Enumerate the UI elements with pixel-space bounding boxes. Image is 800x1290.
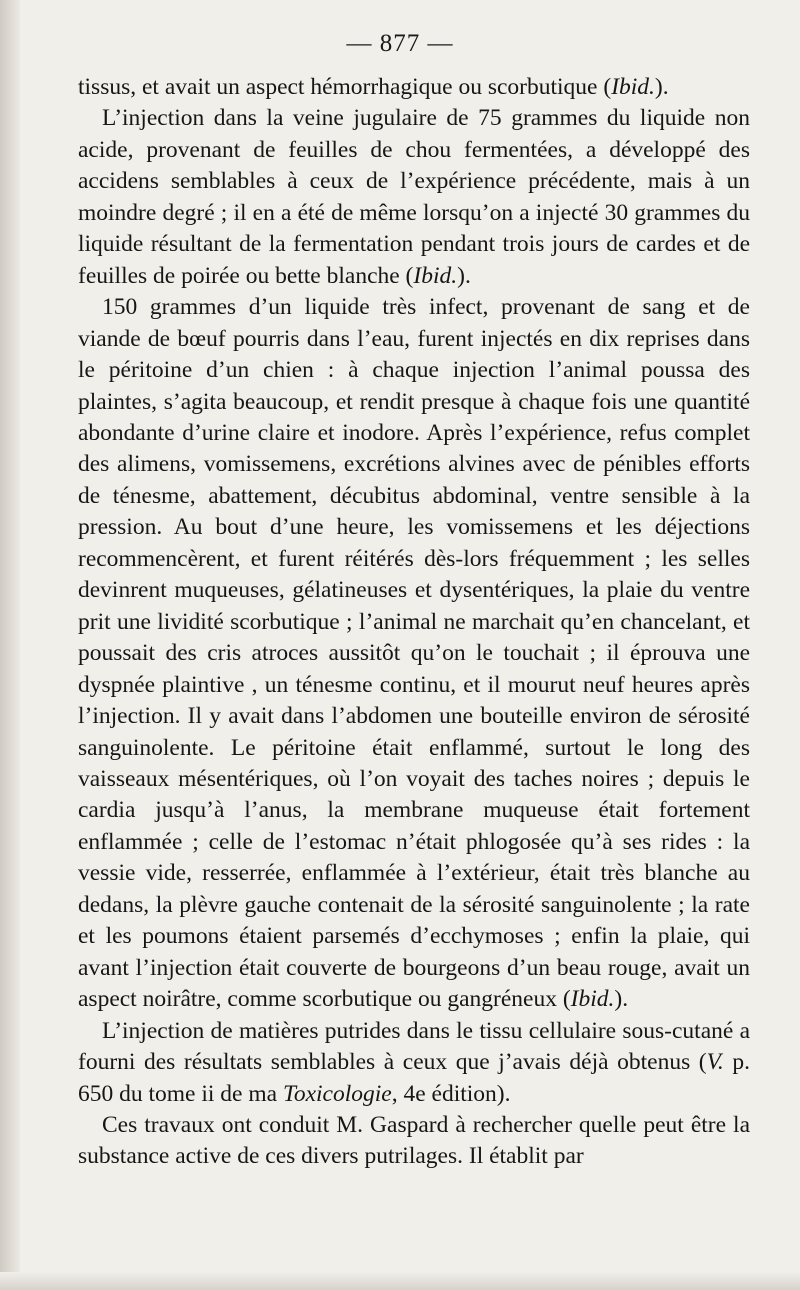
text-run: ).	[654, 74, 669, 100]
text-run: L’injection de matières putrides dans le tissu cellulaire sous-cutané a fourni des résultats semblables à ceux que j’avais déjà obtenus (	[78, 1017, 750, 1076]
page-bottom-shadow	[0, 1272, 800, 1290]
paragraph	[78, 103, 750, 292]
paragraph	[78, 1016, 750, 1110]
text-run: ).	[614, 986, 629, 1013]
text-run: Ces travaux ont conduit M. Gaspard à rechercher quelle peut être la substance active de ces divers putrilages. Il établit par	[78, 1111, 750, 1170]
paragraph	[78, 292, 750, 1015]
text-run: , 4e édition).	[391, 1080, 511, 1107]
text-run: ).	[457, 262, 471, 289]
page-gutter-shadow	[0, 0, 20, 1290]
page-number: — 877 —	[346, 30, 454, 57]
text-run: p. 650 du tome ii de ma	[78, 1049, 751, 1107]
italic-text: Ibid.	[611, 74, 655, 100]
italic-text: Ibid.	[413, 262, 458, 289]
paragraph	[78, 72, 750, 103]
italic-text: V.	[706, 1049, 724, 1076]
text-run: tissus, et avait un aspect hémorrhagique ou scorbutique (	[78, 74, 612, 100]
italic-text: Toxicologie	[282, 1080, 392, 1107]
italic-text: Ibid.	[570, 986, 615, 1013]
paragraph	[78, 1110, 750, 1173]
text-run: 150 grammes d’un liquide très infect, provenant de sang et de viande de bœuf pourris dans l’eau, furent injectés en dix reprises dans le péritoine d’un chien : à chaque injection l’animal poussa des plaintes, s’agita beaucoup, et rendit presque à chaque fois une quantité abondante d’urine claire et inodore. Après l’expérience, refus complet des alimens, vomissemens, excrétions alvines avec de pénibles efforts de ténesme, abattement, décubitus abdominal, ventre sensible à la pression. Au bout d’une heure, les vomissemens et les déjections recommencèrent, et furent réitérés dès-lors fréquemment ; les selles devinrent muqueuses, gélatineuses et dysentériques, la plaie du ventre prit une lividité scorbutique ; l’animal ne marchait qu’en chancelant, et poussait des cris atroces aussitôt qu’on le touchait ; il éprouva une dyspnée plaintive , un ténesme continu, et il mourut neuf heures après l’injection. Il y avait dans l’abdomen une bouteille environ de sérosité sanguinolente. Le péritoine était enflammé, surtout le long des vaisseaux mésentériques, où l’on voyait des taches noires ; depuis le cardia jusqu’à l’anus, la membrane muqueuse était fortement enflammée ; celle de l’estomac n’était phlogosée qu’à ses rides : la vessie vide, resserrée, enflammée à l’extérieur, était très blanche au dedans, la plèvre gauche contenait de la sérosité sanguinolente ; la rate et les poumons étaient parsemés d’ecchymoses ; enfin la plaie, qui avant l’injection était couverte de bourgeons d’un beau rouge, avait un aspect noirâtre, comme scorbutique ou gangréneux (	[78, 294, 750, 1013]
body-text	[78, 72, 750, 1173]
text-run: L’injection dans la veine jugulaire de 75 grammes du liquide non acide, provenant de feuilles de chou fermentées, a développé des accidens semblables à ceux de l’expérience précédente, mais à un moindre degré ; il en a été de même lorsqu’on a injecté 30 grammes du liquide résultant de la fermentation pendant trois jours de cardes et de feuilles de poirée ou bette blanche (	[78, 105, 750, 289]
